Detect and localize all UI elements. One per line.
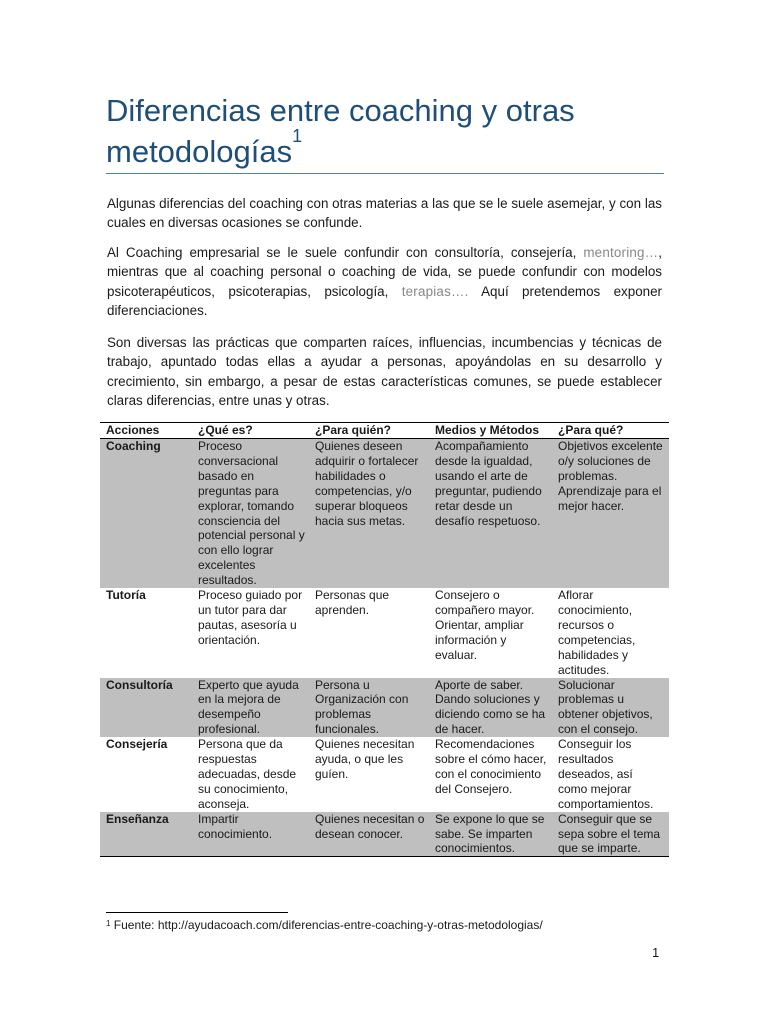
table-cell: Consejero o compañero mayor. Orientar, ampliar información y evaluar. [435, 588, 535, 662]
table-row [100, 439, 669, 589]
table-header-row [100, 423, 669, 439]
row-label-consultoria: Consultoría [100, 678, 192, 738]
title-footnote-ref[interactable]: 1 [292, 126, 303, 146]
header-para-que: ¿Para qué? [552, 423, 669, 439]
table-cell: Conseguir los resultados deseados, así como mejorar comportamientos. [558, 737, 654, 811]
table-cell: Quienes necesitan ayuda, o que les guíen. [315, 737, 415, 781]
confusion-text-3: Aquí pretendemos exponer diferenciaciones. [107, 283, 662, 318]
confusion-text-1: Al Coaching empresarial se le suele confundir con consultoría, consejería, [107, 245, 584, 260]
row-label-tutoria: Tutoría [106, 588, 146, 603]
header-medios-metodos: Medios y Métodos [429, 423, 552, 439]
header-acciones: Acciones [100, 423, 192, 439]
row-label-ensenanza: Enseñanza [100, 812, 192, 857]
table-cell: Proceso conversacional basado en preguntas para explorar, tomando consciencia del potencial personal y con ello lograr excelentes resultados. [192, 439, 309, 589]
intro-paragraph: Algunas diferencias del coaching con otras materias a las que se le suele asemejar, y con las cuales en diversas ocasiones se confunde. [107, 196, 662, 231]
document-title [106, 90, 666, 172]
table-cell: Persona u Organización con problemas funcionales. [309, 678, 429, 738]
footnote-separator [106, 912, 288, 913]
practices-paragraph: Son diversas las prácticas que comparten raíces, influencias, incumbencias y técnicas de trabajo, apuntado todas ellas a ayudar a personas, apoyándolas en su desarrollo y crecimiento, sin embargo, a pesar de estas características comunes, se puede establecer claras diferencias, entre unas y otras. [107, 335, 662, 408]
page-number: 1 [652, 945, 660, 960]
table-cell: Objetivos excelente o/y soluciones de problemas. Aprendizaje para el mejor hacer. [552, 439, 669, 589]
table-cell: Personas que aprenden. [315, 588, 390, 617]
table-cell: Experto que ayuda en la mejora de desempeño profesional. [192, 678, 309, 738]
terapias-term: terapias…. [401, 283, 469, 299]
table-cell: Proceso guiado por un tutor para dar pautas, asesoría u orientación. [198, 588, 303, 647]
confusion-text-2: , mientras que al coaching personal o coaching de vida, se puede confundir con modelos psicoterapéuticos, psicoterapias, psicología, [107, 245, 662, 299]
table-cell: Aflorar conocimiento, recursos o competencias, habilidades y actitudes. [558, 588, 636, 677]
table-cell: Aporte de saber. Dando soluciones y diciendo como se ha de hacer. [429, 678, 552, 738]
table-cell: Recomendaciones sobre el cómo hacer, con el conocimiento del Consejero. [435, 737, 547, 796]
table-cell: Persona que da respuestas adecuadas, desde su conocimiento, aconseja. [198, 737, 297, 811]
table-row [100, 678, 669, 738]
row-label-consejeria: Consejería [106, 737, 168, 752]
table-cell: Se expone lo que se sabe. Se imparten conocimientos. [429, 812, 552, 857]
row-label-coaching: Coaching [100, 439, 192, 589]
document-title-text: Diferencias entre coaching y otras metodologías [106, 93, 575, 169]
footnote-source-link[interactable]: Fuente: http://ayudacoach.com/diferencias-entre-coaching-y-otras-metodologias/ [110, 918, 543, 932]
confusion-paragraph [107, 243, 662, 320]
footnote-marker: 1 [106, 919, 111, 928]
table-row [100, 588, 669, 677]
table-row [100, 737, 669, 812]
footnote [106, 918, 543, 932]
comparison-table [100, 422, 669, 857]
table-cell: Quienes deseen adquirir o fortalecer habilidades o competencias, y/o superar bloqueos hacia sus metas. [309, 439, 429, 589]
header-que-es: ¿Qué es? [192, 423, 309, 439]
table-cell: Acompañamiento desde la igualdad, usando el arte de preguntar, pudiendo retar desde un desafío respetuoso. [429, 439, 552, 589]
table-cell: Quienes necesitan o desean conocer. [309, 812, 429, 857]
title-underline [106, 173, 664, 174]
table-cell: Conseguir que se sepa sobre el tema que se imparte. [552, 812, 669, 857]
header-para-quien: ¿Para quién? [309, 423, 429, 439]
table-cell: Impartir conocimiento. [192, 812, 309, 857]
table-cell: Solucionar problemas u obtener objetivos, con el consejo. [552, 678, 669, 738]
mentoring-term: mentoring… [583, 245, 659, 260]
table-row [100, 812, 669, 857]
